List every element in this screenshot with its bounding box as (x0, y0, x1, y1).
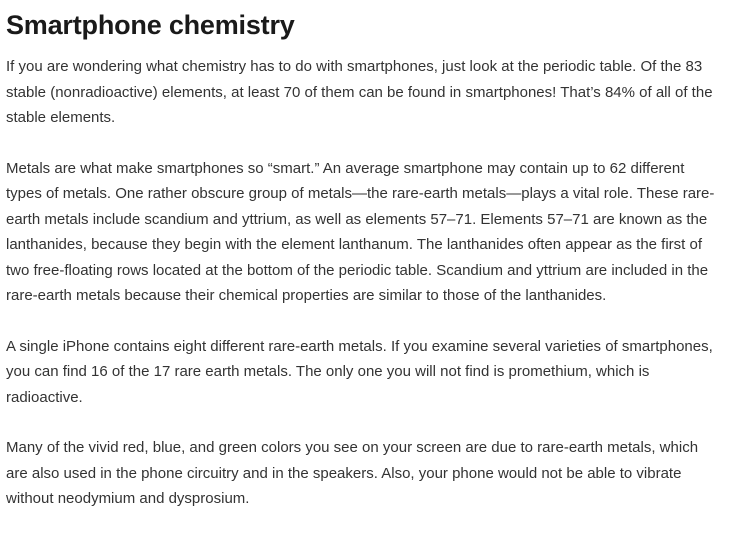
paragraph-4: Many of the vivid red, blue, and green colors you see on your screen are due to rare-earth metals, which are also used in the phone circuitry and in the speakers. Also, your phone would not be able to vibrate without neodymium and dysprosium. (6, 439, 699, 507)
paragraph-1: If you are wondering what chemistry has to do with smartphones, just look at the periodic table. Of the 83 stable (nonradioactive) elements, at least 70 of them can be found in smartphones! That’s 84% of all of the stable elements. (6, 58, 713, 126)
article-title: Smartphone chemistry (6, 10, 295, 40)
paragraph-3: A single iPhone contains eight different rare-earth metals. If you examine several varieties of smartphones, you can find 16 of the 17 rare earth metals. The only one you will not find is promethium, which is radioactive. (6, 337, 713, 406)
paragraph-2: Metals are what make smartphones so “smart.” An average smartphone may contain up to 62 different types of metals. One rather obscure group of metals—the rare-earth metals—plays a vital role. These rare-earth metals include scandium and yttrium, as well as elements 57–71. Elements 57–71 are known as the lanthanides, because they begin with the element lanthanum. The lanthanides often appear as the first of two free-floating rows located at the bottom of the periodic table. Scandium and yttrium are included in the rare-earth metals because their chemical properties are similar to those of the lanthanides. (6, 159, 715, 304)
